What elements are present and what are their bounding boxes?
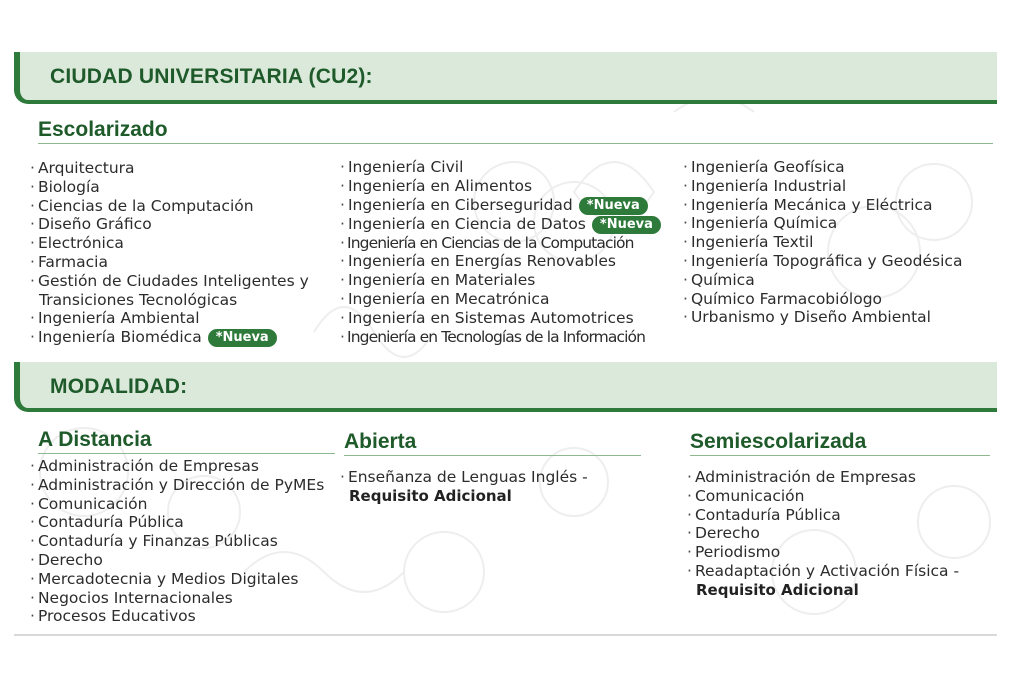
list-item-label: Administración de Empresas (37, 457, 259, 475)
list-item-label: Química (690, 270, 755, 289)
list-item (340, 252, 661, 271)
list-item (30, 532, 324, 551)
list-item (340, 234, 661, 253)
modalidad-title: MODALIDAD: (50, 375, 188, 398)
requirement-note: Requisito Adicional (696, 580, 859, 599)
list-item (30, 589, 324, 608)
list-item-label: Ingeniería en Materiales (347, 271, 536, 290)
list-item-label: Administración y Dirección de PyMEs (37, 475, 325, 494)
list-item-label: Gestión de Ciudades Inteligentes y (37, 271, 309, 290)
list-item (687, 562, 959, 581)
list-item-label: Derecho (37, 550, 103, 569)
list-item-label: Ingeniería en Ciencia de Datos (347, 214, 586, 233)
list-item (30, 178, 309, 197)
escolarizado-title: Escolarizado (38, 118, 168, 141)
list-item (30, 291, 309, 310)
list-item (683, 177, 962, 196)
list-item (683, 308, 962, 327)
list-item (683, 252, 962, 271)
list-item (683, 271, 962, 290)
list-item (687, 524, 959, 543)
list-item-label: Administración de Empresas (694, 468, 916, 486)
list-item-label: Readaptación y Activación Física - (694, 561, 960, 580)
list-item (683, 233, 962, 252)
list-item-label: Ingeniería en Tecnologías de la Información (347, 327, 645, 346)
list-item-label: Biología (37, 177, 100, 196)
list-item: · Enseñanza de Lenguas Inglés - (340, 468, 588, 487)
list-item-label: Ingeniería en Energías Renovables (347, 252, 617, 271)
a-distancia-heading (38, 428, 335, 454)
list-item-label: Ingeniería Biomédica (37, 328, 202, 347)
list-item (30, 253, 309, 272)
semiescolarizada-list (687, 468, 959, 600)
list-item (340, 215, 661, 234)
program-panel (14, 52, 997, 636)
list-item-label: Arquitectura (37, 159, 135, 177)
list-item (687, 487, 959, 506)
list-item-label: Ingeniería en Ciberseguridad (347, 195, 573, 214)
list-item-label: Ingeniería Industrial (690, 176, 847, 195)
list-item (30, 476, 324, 495)
list-item (340, 158, 661, 177)
abierta-heading (344, 428, 641, 456)
list-item (30, 197, 309, 216)
semiescolarizada-heading (690, 428, 990, 456)
list-item (340, 290, 661, 309)
escolarizado-column-1 (30, 159, 309, 347)
requirement-note: Requisito Adicional (349, 486, 512, 505)
list-item (30, 272, 309, 291)
list-item-label: Contaduría Pública (694, 505, 841, 524)
list-item-label: Ingeniería en Alimentos (347, 176, 533, 195)
escolarizado-heading (38, 118, 993, 144)
semiescolarizada-title: Semiescolarizada (690, 430, 867, 453)
list-item (30, 215, 309, 234)
list-item-label: Ingeniería Ambiental (37, 309, 200, 328)
list-item-label: Ingeniería Civil (347, 158, 464, 176)
list-item (30, 495, 324, 514)
list-item-label: Transiciones Tecnológicas (39, 290, 238, 309)
list-item (340, 177, 661, 196)
list-item (340, 196, 661, 215)
list-item-label: Ingeniería Geofísica (690, 158, 845, 176)
list-item (30, 570, 324, 589)
list-item (683, 214, 962, 233)
new-badge: *Nueva (592, 216, 661, 234)
list-item-label: Químico Farmacobiólogo (690, 289, 883, 308)
list-item-label: Ingeniería Topográfica y Geodésica (690, 251, 963, 270)
list-item-label: Electrónica (37, 234, 124, 253)
list-item (340, 309, 661, 328)
list-item (683, 158, 962, 177)
list-item (683, 196, 962, 215)
list-item (30, 234, 309, 253)
list-item-label: Derecho (694, 524, 760, 543)
escolarizado-column-3 (683, 158, 962, 327)
list-item-label: Procesos Educativos (37, 607, 196, 626)
list-item (30, 551, 324, 570)
list-item (687, 543, 959, 562)
list-item (30, 309, 309, 328)
list-item-label: Farmacia (37, 252, 108, 271)
list-item-label: Ingeniería en Mecatrónica (347, 289, 550, 308)
list-item (340, 328, 661, 347)
list-item-label: Periodismo (694, 543, 781, 562)
a-distancia-title: A Distancia (38, 428, 152, 451)
a-distancia-list (30, 457, 324, 626)
campus-title: CIUDAD UNIVERSITARIA (CU2): (50, 65, 373, 88)
list-item (340, 271, 661, 290)
list-item-label: Negocios Internacionales (37, 588, 233, 607)
list-item (30, 457, 324, 476)
list-item-label: Ingeniería Textil (690, 233, 814, 252)
new-badge: *Nueva (208, 329, 277, 347)
list-item-label: Ingeniería Mecánica y Eléctrica (690, 195, 933, 214)
list-item (687, 468, 959, 487)
new-badge: *Nueva (579, 197, 648, 215)
abierta-title: Abierta (344, 430, 417, 453)
list-item (30, 513, 324, 532)
list-item-label: Ingeniería en Ciencias de la Computación (347, 233, 634, 252)
list-item (687, 506, 959, 525)
campus-header-band (14, 52, 997, 104)
list-item-label: Contaduría Pública (37, 513, 184, 532)
list-item-label: Ciencias de la Computación (37, 196, 254, 215)
abierta-list (340, 468, 588, 506)
list-item-label: Comunicación (37, 494, 148, 513)
escolarizado-column-2 (340, 158, 661, 346)
list-item-label: Contaduría y Finanzas Públicas (37, 532, 278, 551)
list-item (30, 159, 309, 178)
list-item-label: Ingeniería en Sistemas Automotrices (347, 308, 634, 327)
list-item-label: Ingeniería Química (690, 214, 838, 233)
list-item-label: Diseño Gráfico (37, 215, 152, 234)
list-item-label: Urbanismo y Diseño Ambiental (690, 308, 931, 327)
list-item (30, 607, 324, 626)
list-item-label: Comunicación (694, 486, 805, 505)
modalidad-header-band (14, 362, 997, 412)
list-item (683, 290, 962, 309)
list-item-label: Mercadotecnia y Medios Digitales (37, 569, 299, 588)
list-item (30, 328, 309, 347)
